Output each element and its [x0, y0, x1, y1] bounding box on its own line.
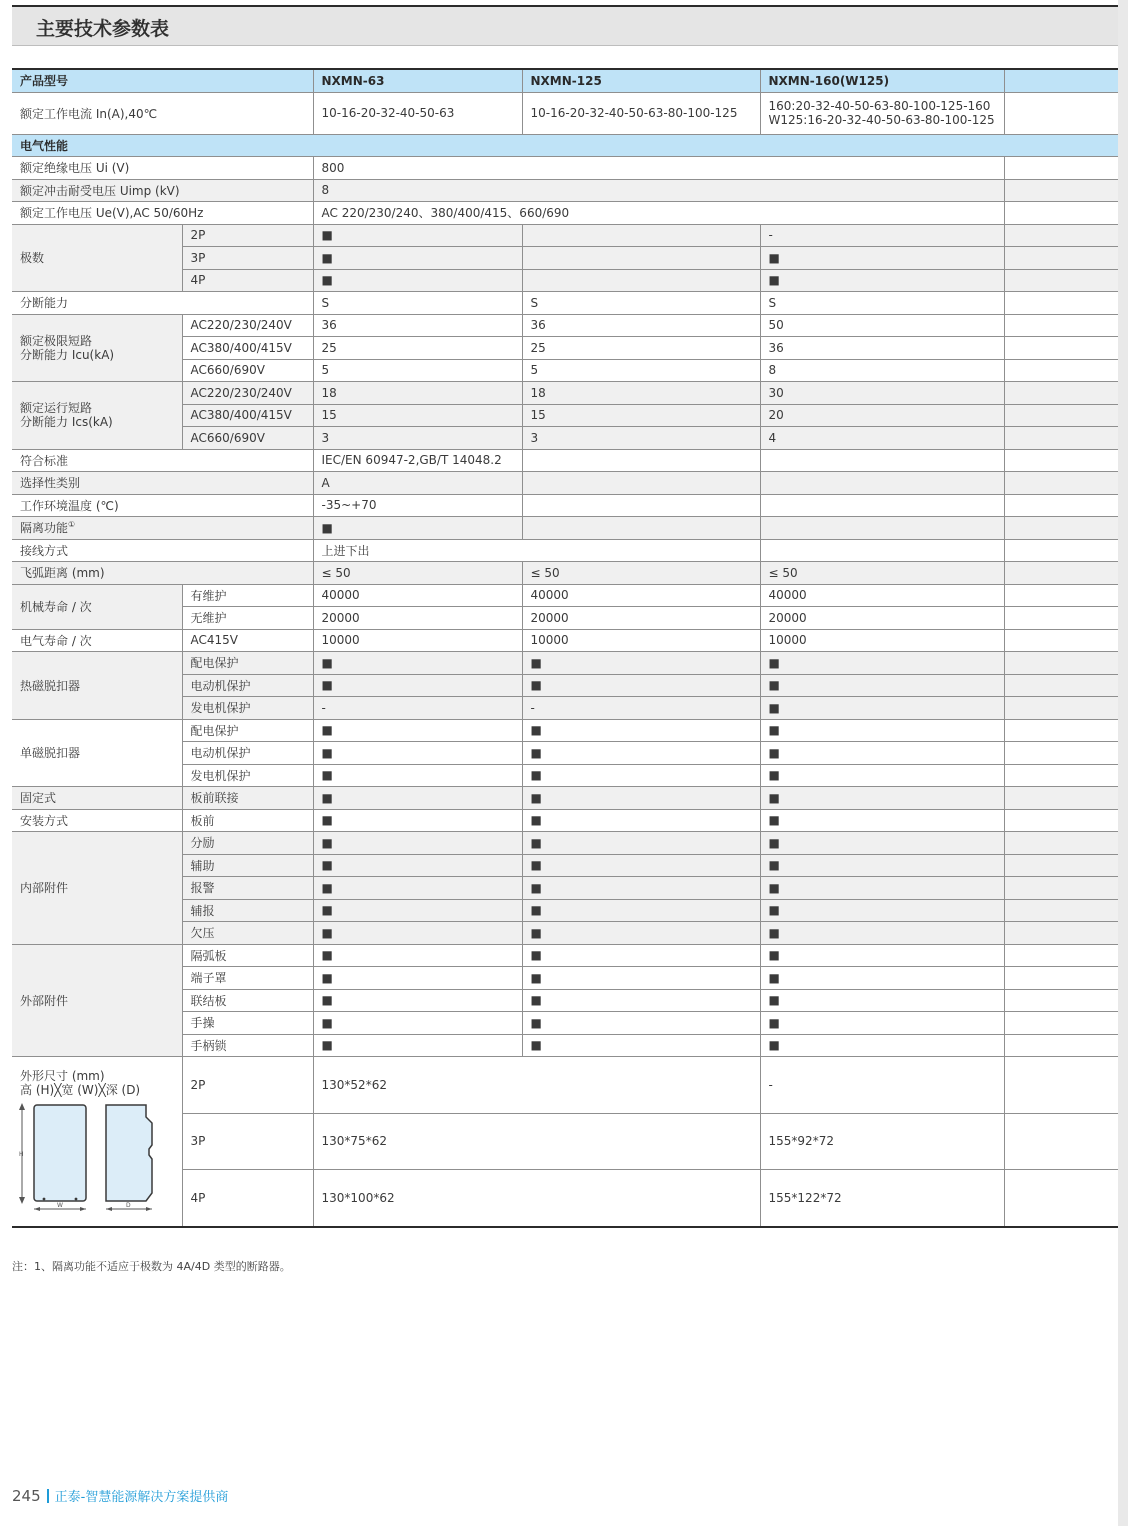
cell-m160: 10000 — [760, 629, 1004, 652]
side-view — [106, 1105, 152, 1211]
poles-row — [12, 224, 1118, 247]
cell-value: 8 — [313, 179, 1004, 202]
front-view — [19, 1103, 86, 1211]
cell-m125: 10-16-20-32-40-50-63-80-100-125 — [522, 92, 760, 134]
label-line: 分断能力 Icu(kA) — [20, 347, 115, 362]
wiring-row — [12, 539, 1118, 562]
mounting-row — [12, 809, 1118, 832]
cell-m160: 155*92*72 — [760, 1113, 1004, 1170]
ics-row — [12, 382, 1118, 405]
internal-row — [12, 832, 1118, 855]
sub-label: AC380/400/415V — [182, 404, 313, 427]
cell-m63: ■ — [313, 674, 522, 697]
cell-m63: 25 — [313, 337, 522, 360]
cell-value: IEC/EN 60947-2,GB/T 14048.2 — [313, 449, 522, 472]
sub-label: 欠压 — [182, 922, 313, 945]
cell-m160: ■ — [760, 967, 1004, 990]
sub-label: 无维护 — [182, 607, 313, 630]
cell-m160: ■ — [760, 742, 1004, 765]
cell-m63: ■ — [313, 764, 522, 787]
cell-m125 — [522, 224, 760, 247]
cell-m160: ■ — [760, 1034, 1004, 1057]
row-label: 固定式 — [12, 787, 182, 810]
cell-m125 — [522, 247, 760, 270]
cell-m125: 18 — [522, 382, 760, 405]
section-electrical — [12, 134, 1118, 157]
row-label: 符合标准 — [12, 449, 313, 472]
external-row — [12, 944, 1118, 967]
sub-label: 电动机保护 — [182, 742, 313, 765]
cell-m160: S — [760, 292, 1004, 315]
sub-label: 辅报 — [182, 899, 313, 922]
cell-m63: 10-16-20-32-40-50-63 — [313, 92, 522, 134]
row-label: 单磁脱扣器 — [12, 719, 182, 787]
sub-label: 板前 — [182, 809, 313, 832]
sub-label: AC220/230/240V — [182, 314, 313, 337]
sub-label: 电动机保护 — [182, 674, 313, 697]
row-label: 极数 — [12, 224, 182, 292]
cell-m125: 10000 — [522, 629, 760, 652]
cell-m63: 18 — [313, 382, 522, 405]
footer-divider — [47, 1489, 49, 1503]
cell-m160: ≤ 50 — [760, 562, 1004, 585]
rated-current-row — [12, 92, 1118, 134]
mech-life-row — [12, 584, 1118, 607]
cell-m63-125: 130*52*62 — [313, 1057, 760, 1114]
sub-label: 3P — [182, 1113, 313, 1170]
cell-m63: ■ — [313, 832, 522, 855]
cell-m125 — [522, 269, 760, 292]
row-label: 额定绝缘电压 Ui (V) — [12, 157, 313, 180]
sub-label: 2P — [182, 1057, 313, 1114]
sub-label: 3P — [182, 247, 313, 270]
cell-m63: ■ — [313, 247, 522, 270]
dimension-label — [20, 1069, 174, 1097]
row-label — [12, 382, 182, 450]
sub-label: 4P — [182, 269, 313, 292]
cell-m160: ■ — [760, 652, 1004, 675]
row-label: 接线方式 — [12, 539, 313, 562]
sub-label: AC660/690V — [182, 359, 313, 382]
cell-m160: ■ — [760, 764, 1004, 787]
row-label: 额定工作电压 Ue(V),AC 50/60Hz — [12, 202, 313, 225]
cell-m63: ■ — [313, 854, 522, 877]
cell-m63: - — [313, 697, 522, 720]
cell-m125: ■ — [522, 854, 760, 877]
company-tagline: 正泰-智慧能源解决方案提供商 — [54, 1490, 229, 1505]
cell-m160: ■ — [760, 989, 1004, 1012]
cell-m63: ■ — [313, 944, 522, 967]
title-band — [12, 5, 1118, 46]
cell-m63: ■ — [313, 877, 522, 900]
header-nxmn-160: NXMN-160(W125) — [760, 69, 1004, 92]
header-nxmn-125: NXMN-125 — [522, 69, 760, 92]
sub-label: 板前联接 — [182, 787, 313, 810]
sub-label: AC220/230/240V — [182, 382, 313, 405]
cell-m63: ■ — [313, 989, 522, 1012]
cell-m125: ■ — [522, 877, 760, 900]
cell-m160: ■ — [760, 719, 1004, 742]
spec-table — [12, 68, 1118, 1228]
depth-letter: D — [126, 1202, 131, 1209]
cell-m125: ■ — [522, 764, 760, 787]
cell-m125: ■ — [522, 787, 760, 810]
row-label: 热磁脱扣器 — [12, 652, 182, 720]
cell-m160: 50 — [760, 314, 1004, 337]
header-model-label: 产品型号 — [12, 69, 313, 92]
fixed-row — [12, 787, 1118, 810]
cell-m125: ≤ 50 — [522, 562, 760, 585]
dimension-label-cell — [12, 1057, 182, 1227]
sub-label: AC415V — [182, 629, 313, 652]
cell-value: 800 — [313, 157, 1004, 180]
header-blank — [1004, 69, 1118, 92]
cell-m125: 20000 — [522, 607, 760, 630]
sub-label: 报警 — [182, 877, 313, 900]
cell-m160: ■ — [760, 674, 1004, 697]
cell-m63: ■ — [313, 1012, 522, 1035]
header-row — [12, 69, 1118, 92]
label-text: 隔离功能 — [20, 521, 69, 536]
page-footer — [12, 1486, 228, 1505]
sub-label: 隔弧板 — [182, 944, 313, 967]
cell-m160: ■ — [760, 854, 1004, 877]
sub-label: 有维护 — [182, 584, 313, 607]
cell-m125: S — [522, 292, 760, 315]
temperature-row — [12, 494, 1118, 517]
row-label: 额定冲击耐受电压 Uimp (kV) — [12, 179, 313, 202]
ue-row — [12, 202, 1118, 225]
cell-m63: 15 — [313, 404, 522, 427]
ui-row — [12, 157, 1118, 180]
thermal-mag-row — [12, 652, 1118, 675]
cell-m63: ■ — [313, 922, 522, 945]
cell-m125: 25 — [522, 337, 760, 360]
cell-m125: 36 — [522, 314, 760, 337]
cell-m160: - — [760, 1057, 1004, 1114]
cell-m125: ■ — [522, 719, 760, 742]
cell-m160: ■ — [760, 247, 1004, 270]
cell-m63: ■ — [313, 742, 522, 765]
cell-m63: ■ — [313, 809, 522, 832]
footnote: 注：1、隔离功能不适应于极数为 4A/4D 类型的断路器。 — [12, 1260, 291, 1273]
cell-m63: ■ — [313, 899, 522, 922]
cell-m63: 40000 — [313, 584, 522, 607]
cell-m63: 20000 — [313, 607, 522, 630]
sub-label: 配电保护 — [182, 652, 313, 675]
cell-m160: 36 — [760, 337, 1004, 360]
height-letter: H — [19, 1151, 24, 1158]
cell-m125: ■ — [522, 674, 760, 697]
dimension-row — [12, 1057, 1118, 1114]
cell-m160: ■ — [760, 697, 1004, 720]
sub-label: 分励 — [182, 832, 313, 855]
cell-m160: 155*122*72 — [760, 1170, 1004, 1227]
sub-label: 辅助 — [182, 854, 313, 877]
cell-line: 160:20-32-40-50-63-80-100-125-160 — [768, 99, 991, 113]
cell-m160: ■ — [760, 269, 1004, 292]
cell-m160: ■ — [760, 787, 1004, 810]
cell-m160: 20 — [760, 404, 1004, 427]
page-number: 245 — [12, 1487, 41, 1505]
standard-row — [12, 449, 1118, 472]
sub-label: 发电机保护 — [182, 697, 313, 720]
width-letter: W — [57, 1202, 63, 1209]
cell-m125: ■ — [522, 809, 760, 832]
cell-m160: - — [760, 224, 1004, 247]
row-label: 内部附件 — [12, 832, 182, 945]
cell-m125: ■ — [522, 944, 760, 967]
cell-m63: ■ — [313, 224, 522, 247]
cell-m125: ■ — [522, 1012, 760, 1035]
cell-m63: ≤ 50 — [313, 562, 522, 585]
cell-m63-125: 130*100*62 — [313, 1170, 760, 1227]
cell-m160: ■ — [760, 809, 1004, 832]
cell-m160 — [760, 92, 1004, 134]
cell-m63: ■ — [313, 787, 522, 810]
breaking-row — [12, 292, 1118, 315]
cell-m125: ■ — [522, 989, 760, 1012]
sub-label: AC660/690V — [182, 427, 313, 450]
cell-m160: ■ — [760, 832, 1004, 855]
cell-m125: ■ — [522, 967, 760, 990]
cell-m160: ■ — [760, 899, 1004, 922]
cell-value: ■ — [313, 517, 522, 540]
icu-row — [12, 314, 1118, 337]
label-line: 高 (H)╳宽 (W)╳深 (D) — [20, 1083, 141, 1097]
row-label: 工作环境温度 (℃) — [12, 494, 313, 517]
page-title: 主要技术参数表 — [36, 18, 170, 40]
sub-label: 发电机保护 — [182, 764, 313, 787]
row-label: 机械寿命 / 次 — [12, 584, 182, 629]
cell-m63: 10000 — [313, 629, 522, 652]
sub-label: 手柄锁 — [182, 1034, 313, 1057]
row-label: 安装方式 — [12, 809, 182, 832]
cell-m160: 4 — [760, 427, 1004, 450]
cell-m125: ■ — [522, 899, 760, 922]
cell-value: AC 220/230/240、380/400/415、660/690 — [313, 202, 1004, 225]
cell-m63: 3 — [313, 427, 522, 450]
cell-m63: ■ — [313, 1034, 522, 1057]
page-edge-bar — [1118, 0, 1128, 1526]
label-line: 额定运行短路 — [20, 401, 93, 416]
sub-label: 2P — [182, 224, 313, 247]
cell-m160: ■ — [760, 877, 1004, 900]
cell-m160: 30 — [760, 382, 1004, 405]
selectivity-row — [12, 472, 1118, 495]
row-label: 飞弧距离 (mm) — [12, 562, 313, 585]
row-label — [12, 517, 313, 540]
cell-m125: ■ — [522, 742, 760, 765]
row-label: 额定工作电流 In(A),40℃ — [12, 92, 313, 134]
row-label: 分断能力 — [12, 292, 313, 315]
dimension-diagram — [20, 1101, 170, 1216]
sub-label: 配电保护 — [182, 719, 313, 742]
mag-only-row — [12, 719, 1118, 742]
header-nxmn-63: NXMN-63 — [313, 69, 522, 92]
cell-m63-125: 130*75*62 — [313, 1113, 760, 1170]
section-title: 电气性能 — [12, 134, 1118, 157]
cell-m160: ■ — [760, 922, 1004, 945]
cell-m125: - — [522, 697, 760, 720]
cell-m160: 20000 — [760, 607, 1004, 630]
cell-m63: S — [313, 292, 522, 315]
cell-line: W125:16-20-32-40-50-63-80-100-125 — [768, 113, 995, 127]
cell-value: A — [313, 472, 522, 495]
cell-m160: ■ — [760, 944, 1004, 967]
cell-m63: ■ — [313, 652, 522, 675]
sub-label: 联结板 — [182, 989, 313, 1012]
cell-value: -35~+70 — [313, 494, 522, 517]
row-label: 选择性类别 — [12, 472, 313, 495]
cell-m63: ■ — [313, 967, 522, 990]
sub-label: AC380/400/415V — [182, 337, 313, 360]
row-label: 外部附件 — [12, 944, 182, 1057]
cell-m125: 3 — [522, 427, 760, 450]
cell-m125: ■ — [522, 922, 760, 945]
cell-m63: 36 — [313, 314, 522, 337]
cell-value: 上进下出 — [313, 539, 760, 562]
cell-m160: 40000 — [760, 584, 1004, 607]
cell-m160: 8 — [760, 359, 1004, 382]
sub-label: 4P — [182, 1170, 313, 1227]
arc-row — [12, 562, 1118, 585]
label-line: 额定极限短路 — [20, 333, 93, 348]
cell-m125: ■ — [522, 652, 760, 675]
cell-m125: 15 — [522, 404, 760, 427]
label-line: 分断能力 Ics(kA) — [20, 415, 113, 430]
cell-m125: 40000 — [522, 584, 760, 607]
elec-life-row — [12, 629, 1118, 652]
sub-label: 端子罩 — [182, 967, 313, 990]
cell-m63: ■ — [313, 269, 522, 292]
cell-m160: ■ — [760, 1012, 1004, 1035]
uimp-row — [12, 179, 1118, 202]
sub-label: 手操 — [182, 1012, 313, 1035]
cell-m63: ■ — [313, 719, 522, 742]
footnote-mark: ① — [68, 520, 76, 530]
cell-m125: ■ — [522, 832, 760, 855]
label-line: 外形尺寸 (mm) — [20, 1069, 105, 1083]
isolation-row — [12, 517, 1118, 540]
cell-m125: 5 — [522, 359, 760, 382]
row-label: 电气寿命 / 次 — [12, 629, 182, 652]
cell-m125: ■ — [522, 1034, 760, 1057]
cell-m63: 5 — [313, 359, 522, 382]
row-label — [12, 314, 182, 382]
